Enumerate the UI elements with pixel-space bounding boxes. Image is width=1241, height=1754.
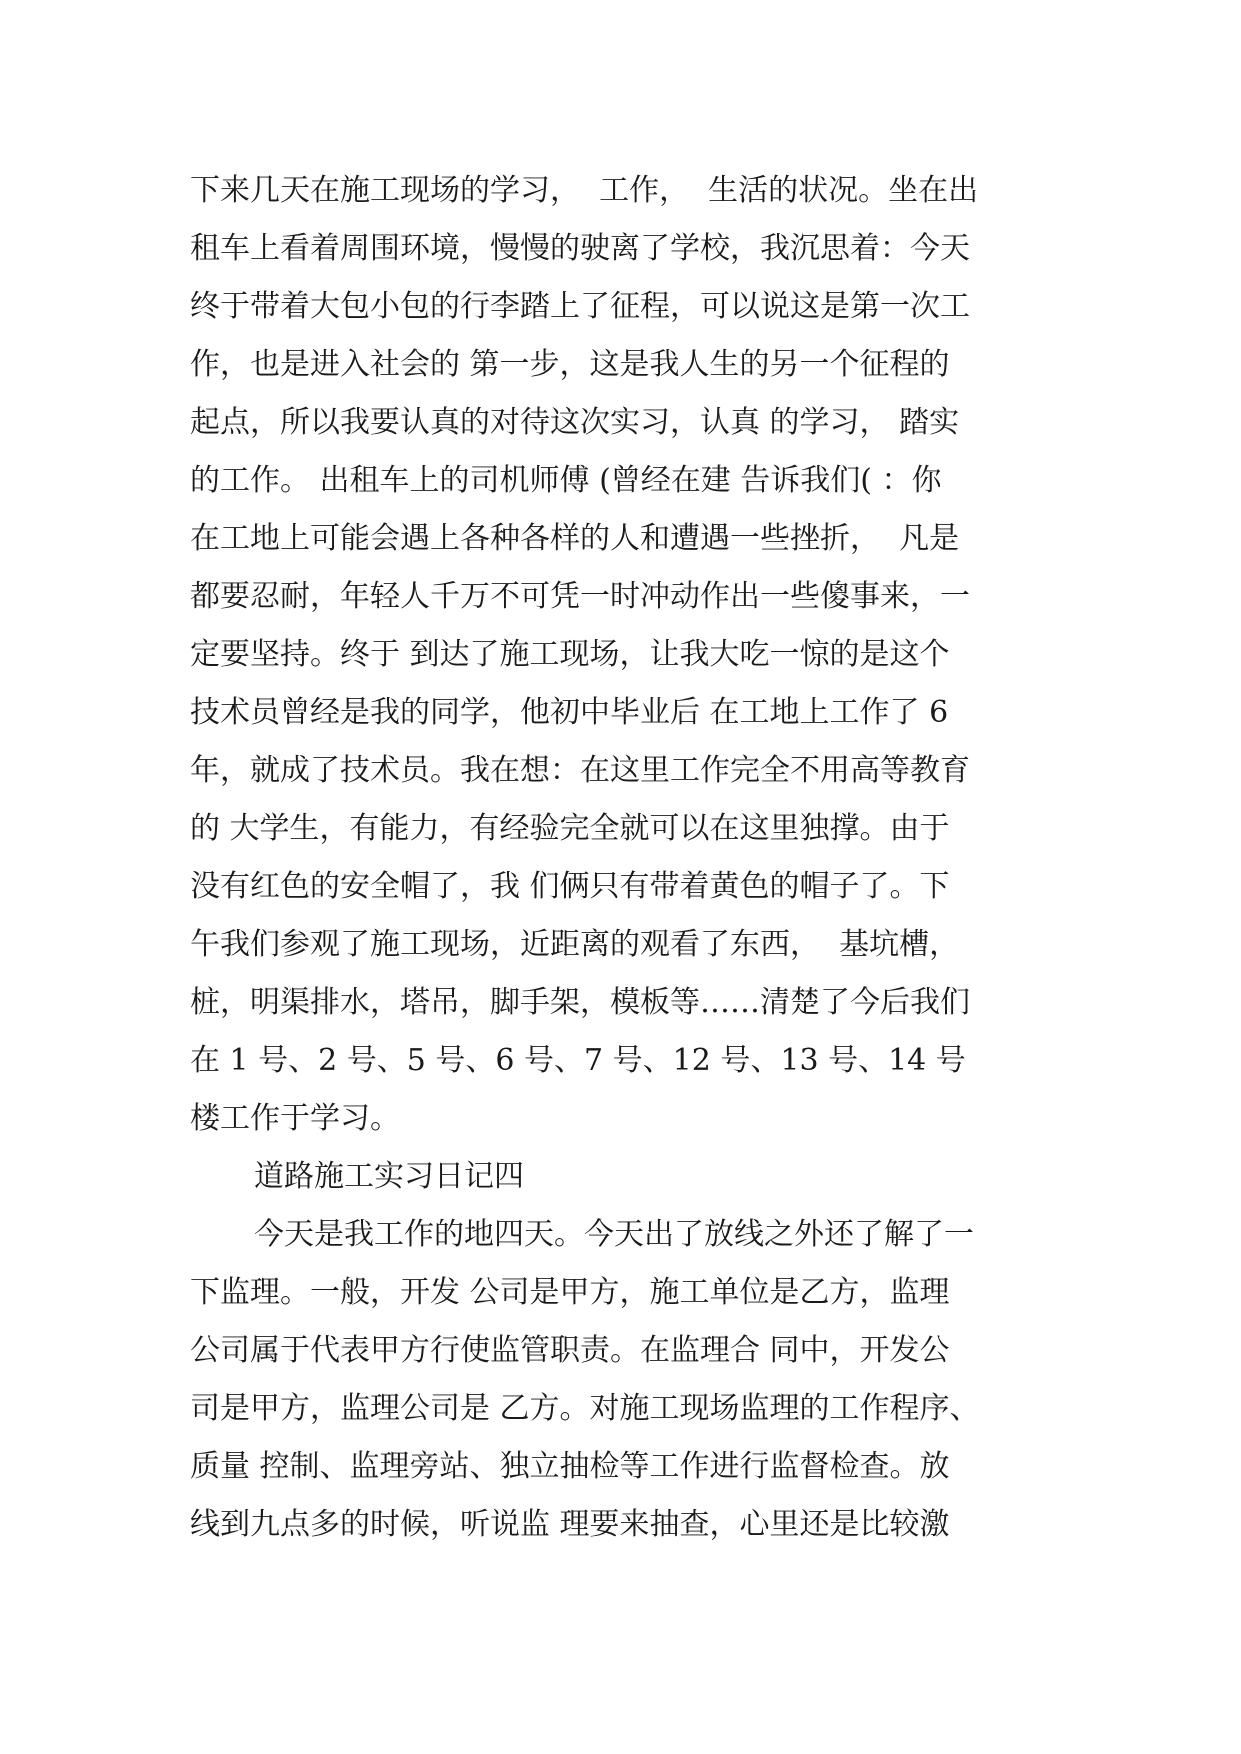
text-line: 的 大学生，有能力，有经验完全就可以在这里独撑。由于 [190,811,950,846]
paragraph-line: 今天是我工作的地四天。今天出了放线之外还了解了一 [254,1217,974,1252]
text-line: 在工地上可能会遇上各种各样的人和遭遇一些挫折， 凡是 [190,521,960,556]
text-line: 没有红色的安全帽了，我 们俩只有带着黄色的帽子了。下 [190,869,950,904]
text-line: 终于带着大包小包的行李踏上了征程，可以说这是第一次工 [190,289,970,324]
text-line: 楼工作于学习。 [190,1101,400,1136]
text-line: 技术员曾经是我的同学，他初中毕业后 在工地上工作了 6 [190,695,949,730]
text-line: 下来几天在施工现场的学习， 工作， 生活的状况。坐在出 [190,173,979,208]
paragraph-line: 质量 控制、监理旁站、独立抽检等工作进行监督检查。放 [190,1449,950,1484]
text-line: 都要忍耐，年轻人千万不可凭一时冲动作出一些傻事来，一 [190,579,970,614]
text-line: 年，就成了技术员。我在想：在这里工作完全不用高等教育 [190,753,970,788]
text-line: 午我们参观了施工现场，近距离的观看了东西， 基坑槽， [190,927,960,962]
paragraph-line: 司是甲方，监理公司是 乙方。对施工现场监理的工作程序、 [190,1391,980,1426]
text-line: 定要坚持。终于 到达了施工现场，让我大吃一惊的是这个 [190,637,950,672]
paragraph-line: 线到九点多的时候，听说监 理要来抽查，心里还是比较激 [190,1507,950,1542]
text-line: 作，也是进入社会的 第一步，这是我人生的另一个征程的 [190,347,950,382]
section-heading: 道路施工实习日记四 [254,1159,524,1194]
text-line: 起点，所以我要认真的对待这次实习，认真 的学习， 踏实 [190,405,960,440]
document-body [190,162,1070,1554]
paragraph-line: 下监理。一般，开发 公司是甲方，施工单位是乙方，监理 [190,1275,950,1310]
text-line: 桩，明渠排水，塔吊，脚手架，模板等……清楚了今后我们 [190,985,970,1020]
text-line: 在 1 号、2 号、5 号、6 号、7 号、12 号、13 号、14 号 [190,1043,966,1078]
paragraph-line: 公司属于代表甲方行使监管职责。在监理合 同中，开发公 [190,1333,950,1368]
text-line: 租车上看着周围环境，慢慢的驶离了学校，我沉思着：今天 [190,231,970,266]
text-line: 的工作。 出租车上的司机师傅 (曾经在建 告诉我们( ：你 [190,463,942,498]
